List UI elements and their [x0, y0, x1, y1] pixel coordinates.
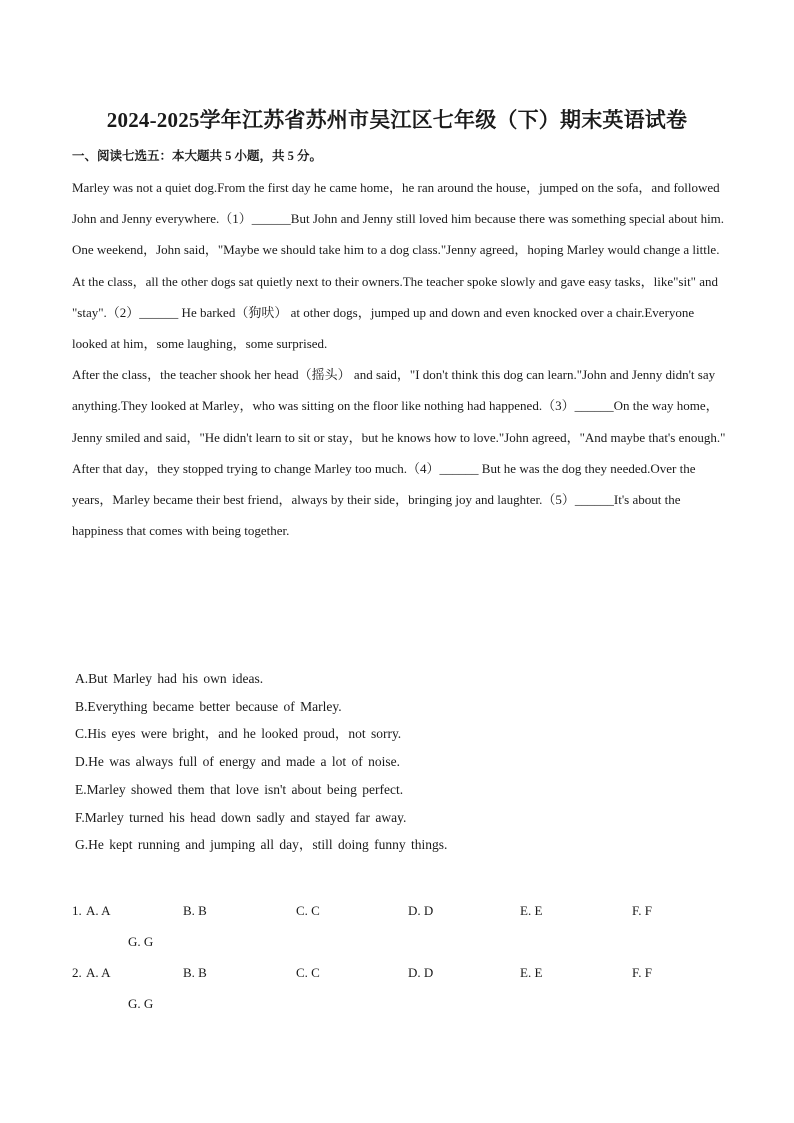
- passage-paragraph: At the class，all the other dogs sat quietly next to their owners.The teacher spoke slowly and gave easy tasks，like"sit" and "stay".（2）______ He barked（狗吠） at other dogs，jumped up and down and even knocked over a chair.Everyone looked at him，some laughing，some surprised.: [72, 273, 719, 352]
- option-g: G.He kept running and jumping all day，still doing funny things.: [75, 837, 448, 853]
- choice-e[interactable]: E. E: [520, 903, 543, 918]
- option-d: D.He was always full of energy and made a lot of noise.: [75, 754, 401, 770]
- passage-paragraph: After the class，the teacher shook her head（摇头） and said，"I don't think this dog can learn."John and Jenny didn't say anything.They looked at Marley，who was sitting on the floor like nothing had happened.（3）______On the way home，Jenny smiled and said，"He didn't learn to sit or stay，but he knows how to love."John agreed，"And maybe that's enough.": [72, 367, 726, 445]
- section-heading: 一、阅读七选五：本大题共 5 小题，共 5 分。: [72, 149, 323, 163]
- choice-a[interactable]: A. A: [86, 965, 111, 980]
- option-list: [75, 665, 715, 859]
- choice-e[interactable]: E. E: [520, 965, 543, 980]
- passage-paragraph: After that day，they stopped trying to change Marley too much.（4）______ But he was the dog they needed.Over the years，Marley became their best friend，always by their side，bringing joy and laughter.（5）______It's about the happiness that comes with being together.: [72, 460, 696, 539]
- option-f: F.Marley turned his head down sadly and stayed far away.: [75, 809, 407, 825]
- choice-b[interactable]: B. B: [183, 903, 207, 918]
- choice-d[interactable]: D. D: [408, 965, 434, 980]
- exam-title: 2024-2025学年江苏省苏州市吴江区七年级（下）期末英语试卷: [106, 108, 688, 132]
- choice-g[interactable]: G. G: [128, 996, 154, 1011]
- passage-paragraph: Marley was not a quiet dog.From the first day he came home，he ran around the house，jumped on the sofa，and followed John and Jenny everywhere.（1）______But John and Jenny still loved him because there was something special about him.: [72, 180, 725, 227]
- question-number: 1.: [72, 903, 82, 918]
- choice-g[interactable]: G. G: [128, 934, 154, 949]
- choice-b[interactable]: B. B: [183, 965, 207, 980]
- question-number: 2.: [72, 965, 82, 980]
- option-b: B.Everything became better because of Marley.: [75, 698, 342, 714]
- reading-passage: [72, 172, 732, 546]
- passage-paragraph: One weekend，John said，"Maybe we should take him to a dog class."Jenny agreed，hoping Marley would change a little.: [72, 242, 720, 258]
- option-c: C.His eyes were bright，and he looked proud，not sorry.: [75, 726, 402, 742]
- choice-d[interactable]: D. D: [408, 903, 434, 918]
- choice-f[interactable]: F. F: [632, 965, 652, 980]
- option-e: E.Marley showed them that love isn't about being perfect.: [75, 781, 404, 797]
- choice-f[interactable]: F. F: [632, 903, 652, 918]
- choice-c[interactable]: C. C: [296, 903, 320, 918]
- option-a: A.But Marley had his own ideas.: [75, 671, 264, 686]
- choice-c[interactable]: C. C: [296, 965, 320, 980]
- choice-a[interactable]: A. A: [86, 903, 111, 918]
